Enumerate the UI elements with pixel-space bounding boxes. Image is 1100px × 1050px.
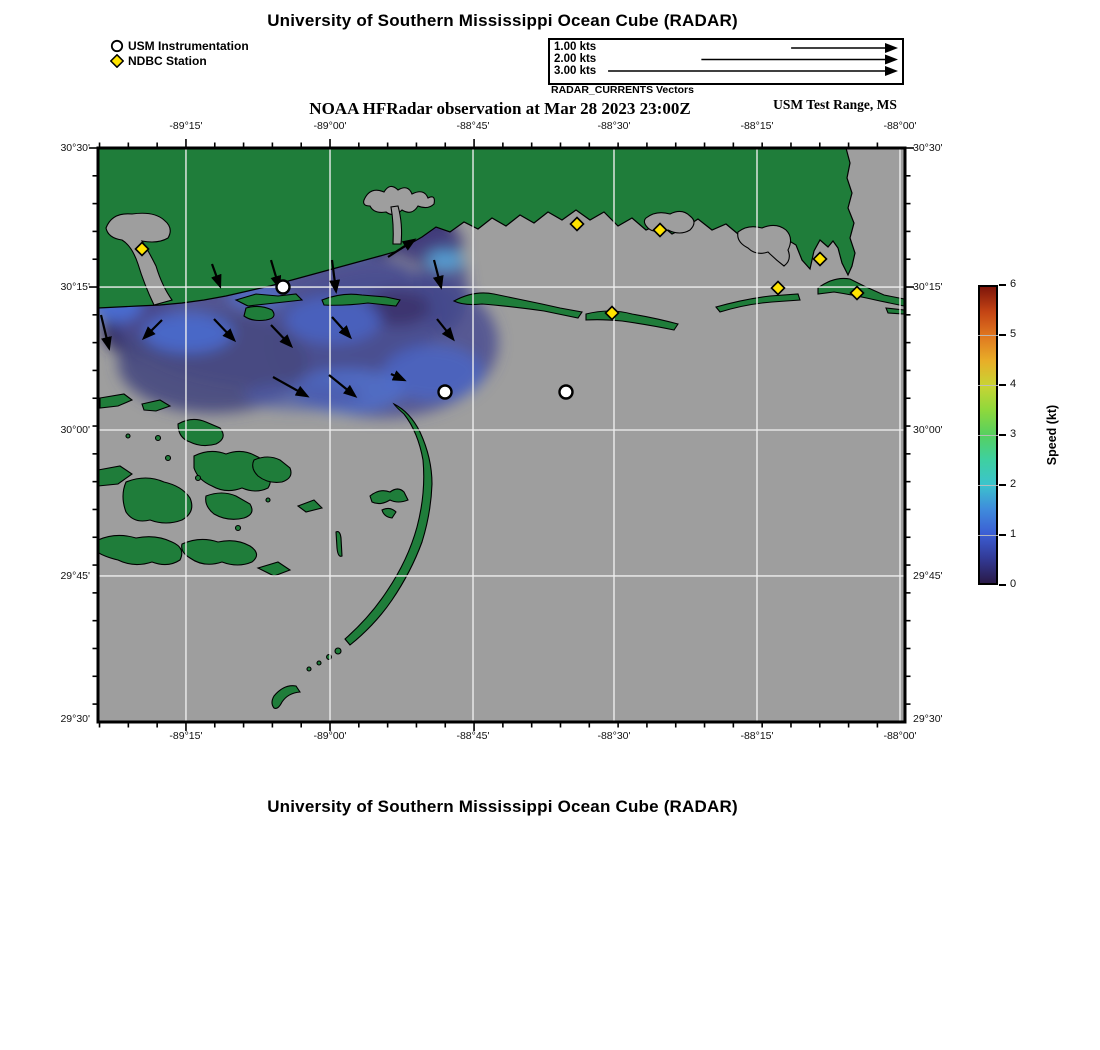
colorbar-tick-number: 1 (1010, 528, 1017, 540)
vector-scale-box (548, 38, 904, 85)
ndbc-diamond-icon (110, 54, 124, 68)
vector-scale-2kt: 2.00 kts (554, 53, 597, 65)
top-title: University of Southern Mississippi Ocean Cube (RADAR) (267, 11, 738, 30)
colorbar-tick (999, 584, 1006, 586)
subtitle: NOAA HFRadar observation at Mar 28 2023 23:00Z (309, 99, 691, 118)
lat-tick-label-left: 30°00' (60, 424, 90, 436)
lon-tick-label-top: -88°45' (456, 120, 490, 132)
lat-tick-label-left: 29°45' (60, 569, 90, 582)
colorbar-tick-number: 6 (1010, 278, 1017, 290)
lat-tick-label-right: 29°30' (913, 713, 943, 725)
lat-tick-label-right: 30°00' (913, 424, 943, 436)
lat-tick-label-right: 30°15' (913, 281, 943, 294)
colorbar-tick-number: 4 (1010, 378, 1017, 390)
lon-tick-label-top: -88°30' (597, 120, 631, 132)
colorbar-tick-number: 2 (1010, 478, 1017, 490)
colorbar-tick (999, 284, 1006, 286)
usm-circle-icon (110, 39, 124, 53)
legend-label-usm: USM Instrumentation (128, 39, 249, 53)
legend-item-usm (110, 39, 249, 53)
colorbar-gridline (978, 385, 998, 386)
vector-scale-1kt: 1.00 kts (554, 41, 597, 53)
lon-tick-label-top: -89°00' (313, 120, 347, 132)
lon-tick-label-top: -88°15' (740, 120, 774, 132)
colorbar-tick-number: 3 (1010, 428, 1017, 440)
lat-tick-label-left: 29°30' (60, 713, 90, 725)
lon-tick-label-bottom: -88°45' (456, 730, 490, 742)
map-area (98, 148, 905, 722)
lon-tick-label-top: -88°00' (883, 120, 917, 132)
bottom-title: University of Southern Mississippi Ocean Cube (RADAR) (267, 797, 738, 816)
vector-scale-3kt: 3.00 kts (554, 65, 597, 77)
colorbar-tick (999, 334, 1006, 336)
legend-item-ndbc (110, 54, 207, 68)
lat-tick-label-right: 30°30' (913, 142, 943, 154)
lon-tick-label-bottom: -88°30' (597, 730, 631, 742)
vector-scale-caption: RADAR_CURRENTS Vectors (551, 84, 694, 96)
colorbar-gridline (978, 535, 998, 536)
colorbar-gridline (978, 335, 998, 336)
colorbar-gridline (978, 485, 998, 486)
lat-tick-label-right: 29°45' (913, 569, 943, 582)
colorbar-tick (999, 434, 1006, 436)
colorbar-tick (999, 484, 1006, 486)
vector-scale-arrows (550, 40, 902, 83)
colorbar-tick (999, 534, 1006, 536)
colorbar-tick-number: 0 (1010, 578, 1017, 590)
legend-label-ndbc: NDBC Station (128, 54, 207, 68)
lon-tick-label-bottom: -89°00' (313, 730, 347, 742)
lon-tick-label-bottom: -88°15' (740, 730, 774, 742)
map-plot (98, 148, 905, 722)
usm-station-marker (277, 281, 290, 294)
colorbar-label: Speed (kt) (1045, 404, 1059, 466)
lat-tick-label-left: 30°30' (60, 142, 90, 154)
colorbar-tick-number: 5 (1010, 328, 1017, 340)
lon-tick-label-bottom: -89°15' (169, 730, 203, 742)
colorbar-gridline (978, 435, 998, 436)
lon-tick-label-top: -89°15' (169, 120, 203, 132)
usm-station-marker (439, 386, 452, 399)
lon-tick-label-bottom: -88°00' (883, 730, 917, 742)
colorbar-tick (999, 384, 1006, 386)
usm-station-marker (560, 386, 573, 399)
range-label: USM Test Range, MS (773, 97, 897, 112)
lat-tick-label-left: 30°15' (60, 281, 90, 294)
